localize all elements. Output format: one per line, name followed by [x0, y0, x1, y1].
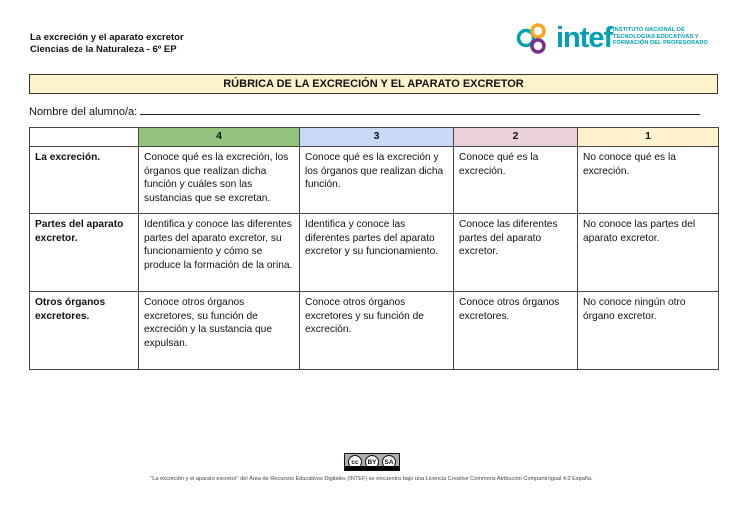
creative-commons-badge[interactable] — [344, 453, 400, 471]
intef-wordmark: intef — [556, 22, 613, 54]
criterion-cell: La excreción. — [30, 147, 139, 214]
header-level-4: 4 — [139, 128, 300, 147]
cc-badge-band — [345, 466, 399, 470]
descriptor-cell: Conoce otros órganos excretores. — [454, 292, 578, 370]
rubric-header-row — [30, 128, 719, 147]
student-name-label: Nombre del alumno/a: — [29, 106, 138, 118]
criterion-cell: Partes del aparato excretor. — [30, 214, 139, 292]
student-name-row — [29, 104, 700, 118]
table-row — [30, 214, 719, 292]
descriptor-cell: Conoce otros órganos excretores y su función de excreción. — [300, 292, 454, 370]
by-icon: BY — [365, 455, 379, 469]
student-name-line[interactable] — [140, 104, 700, 115]
descriptor-cell: No conoce qué es la excreción. — [578, 147, 719, 214]
descriptor-cell: Conoce las diferentes partes del aparato excretor. — [454, 214, 578, 292]
criterion-cell: Otros órganos excretores. — [30, 292, 139, 370]
intef-logo — [516, 20, 716, 56]
intef-logo-icon — [516, 20, 556, 56]
intef-line: FORMACIÓN DEL PROFESORADO — [613, 40, 709, 47]
descriptor-cell: No conoce ningún otro órgano excretor. — [578, 292, 719, 370]
document-title: La excreción y el aparato excretor — [30, 32, 184, 43]
table-row — [30, 147, 719, 214]
intef-institution-name — [613, 27, 708, 47]
descriptor-cell: Conoce qué es la excreción y los órganos que realizan dicha función. — [300, 147, 454, 214]
document-subject: Ciencias de la Naturaleza - 6º EP — [30, 44, 177, 55]
descriptor-cell: Conoce qué es la excreción. — [454, 147, 578, 214]
sa-icon: SA — [382, 455, 396, 469]
license-text: "La excreción y el aparato excretor" del Área de Recursos Educativos Digitales (INTEF) se encuentra bajo una Licencia Creative Commons Atribución Compartir/igual 4.0 España. — [150, 476, 593, 482]
descriptor-cell: No conoce las partes del aparato excretor. — [578, 214, 719, 292]
intef-line: TECNOLOGÍAS EDUCATIVAS Y — [613, 33, 699, 40]
header-blank — [30, 128, 139, 147]
header-level-3: 3 — [300, 128, 454, 147]
descriptor-cell: Identifica y conoce las diferentes partes del aparato excretor y su funcionamiento. — [300, 214, 454, 292]
document-header — [30, 32, 184, 56]
cc-icon: cc — [348, 455, 362, 469]
rubric-title: RÚBRICA DE LA EXCRECIÓN Y EL APARATO EXCRETOR — [29, 74, 718, 94]
header-level-2: 2 — [454, 128, 578, 147]
header-level-1: 1 — [578, 128, 719, 147]
descriptor-cell: Conoce qué es la excreción, los órganos que realizan dicha función y cuáles son las sustancias que se excretan. — [139, 147, 300, 214]
descriptor-cell: Identifica y conoce las diferentes partes del aparato excretor, su funcionamiento y cómo se produce la formación de la orina. — [139, 214, 300, 292]
rubric-table — [29, 127, 719, 370]
table-row — [30, 292, 719, 370]
intef-line: INSTITUTO NACIONAL DE — [613, 27, 685, 33]
descriptor-cell: Conoce otros órganos excretores, su función de excreción y la sustancia que expulsan. — [139, 292, 300, 370]
